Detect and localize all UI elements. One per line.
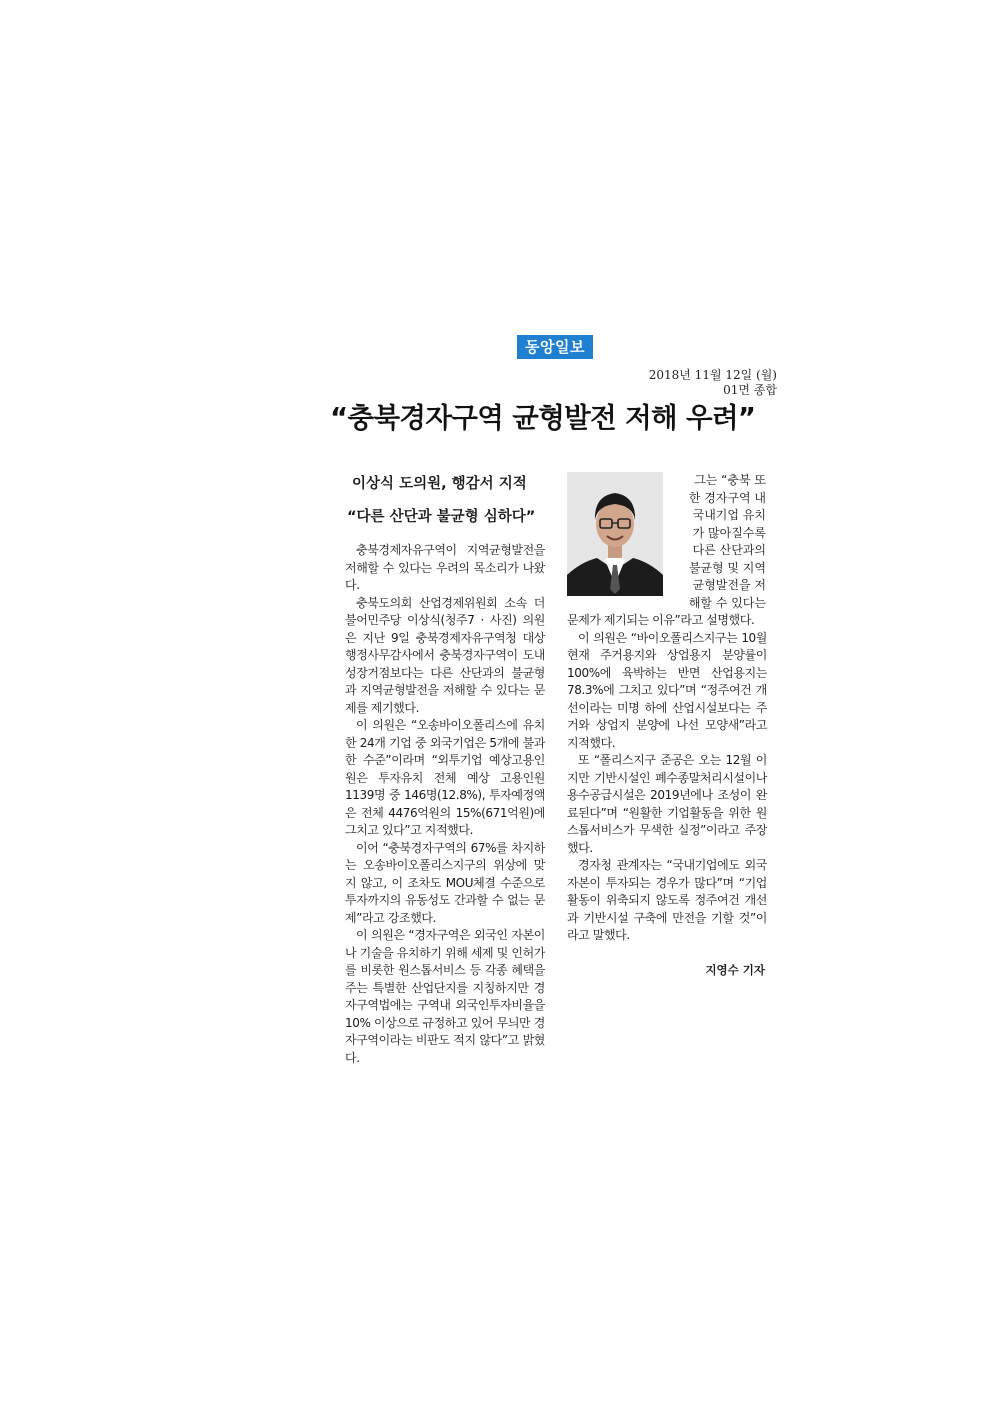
paragraph: 이 의원은 “경자구역은 외국인 자본이나 기술을 유치하기 위해 세제 및 인허가를 비롯한 원스톱서비스 등 각종 혜택을 주는 특별한 산업단지를 지칭하지만 경자구역법에는 구역내 외국인투자비율을 10% 이상으로 규정하고 있어 무늬만 경자구역이라는 비판도 적지 않다”고 밝혔다. (345, 928, 545, 1065)
subheadline-2: “다른 산단과 불균형 심하다” (347, 509, 536, 525)
article-column-1 (345, 542, 545, 1067)
wrap-line: 가 많아질수록 (692, 525, 766, 540)
paragraph: 경자청 관계자는 “국내기업에도 외국자본이 투자되는 경우가 많다”며 “기업활동이 위축되지 않도록 정주여건 개선과 기반시설 구축에 만전을 기할 것”이라고 말했다. (567, 858, 767, 942)
reporter-byline: 지영수 기자 (705, 963, 765, 977)
subheadline-1: 이상식 도의원, 행감서 지적 (352, 476, 527, 492)
paragraph: 이어 “충북경자구역의 67%를 차지하는 오송바이오폴리스지구의 위상에 맞지 않고, 이 조차도 MOU체결 수준으로 투자까지의 유동성도 간과할 수 없는 문제”라고 강조했다. (345, 840, 545, 925)
article-column-2 (567, 612, 767, 945)
paragraph: 이 의원은 “오송바이오폴리스에 유치한 24개 기업 중 외국기업은 5개에 불과한 수준”이라며 “외투기업 예상고용인원은 투자유치 전체 예상 고용인원 1139명 중 146명(12.8%), 투자예정액은 전체 4476억원의 15%(671억원)에 그치고 있다”고 지적했다. (345, 718, 545, 837)
wrap-line: 한 경자구역 내 (688, 490, 766, 505)
portrait-photo (567, 472, 663, 596)
publication-date: 2018년 11월 12일 (월) (648, 368, 777, 382)
wrap-line: 다른 산단과의 (692, 543, 766, 557)
dateline (649, 368, 777, 398)
person-portrait-icon (567, 472, 663, 596)
paragraph: 또 “폴리스지구 준공은 오는 12월 이지만 기반시설인 폐수종말처리시설이나 용수공급시설은 2019년에나 조성이 완료된다”며 “원활한 기업활동을 위한 원스톱서비스가 무색한 실정”이라고 주장했다. (567, 753, 767, 855)
photo-wrap-text (666, 472, 766, 612)
wrap-line: 그는 “충북 또 (694, 473, 766, 487)
wrap-line: 해할 수 있다는 (688, 595, 766, 610)
paragraph: 충북경제자유구역이 지역균형발전을 저해할 수 있다는 우려의 목소리가 나왔다. (345, 543, 545, 592)
wrap-line: 국내기업 유치 (692, 508, 766, 522)
wrap-line: 균형발전을 저 (692, 578, 766, 592)
article-headline: “충북경자구역 균형발전 저해 우려” (330, 402, 756, 434)
paragraph: 충북도의회 산업경제위원회 소속 더불어민주당 이상식(청주7 · 사진) 의원은 지난 9일 충북경제자유구역청 대상 행정사무감사에서 충북경자구역이 도내 성장거점보다는 다른 산단과의 불균형과 지역균형발전을 저해할 수 있다는 문제를 제기했다. (345, 595, 545, 715)
newspaper-masthead: 동앙일보 (517, 335, 593, 359)
paragraph: 이 의원은 “바이오폴리스지구는 10월 현재 주거용지와 상업용지 분양률이 100%에 육박하는 반면 산업용지는 78.3%에 그치고 있다”며 “정주여건 개선이라는 미명 하에 산업시설보다는 주거와 상업지 분양에 나선 모양새”라고 지적했다. (567, 630, 767, 750)
paragraph-continuation: 문제가 제기되는 이유”라고 설명했다. (567, 613, 755, 627)
wrap-line: 불균형 및 지역 (688, 560, 766, 575)
page-section: 01면 종합 (723, 383, 777, 397)
